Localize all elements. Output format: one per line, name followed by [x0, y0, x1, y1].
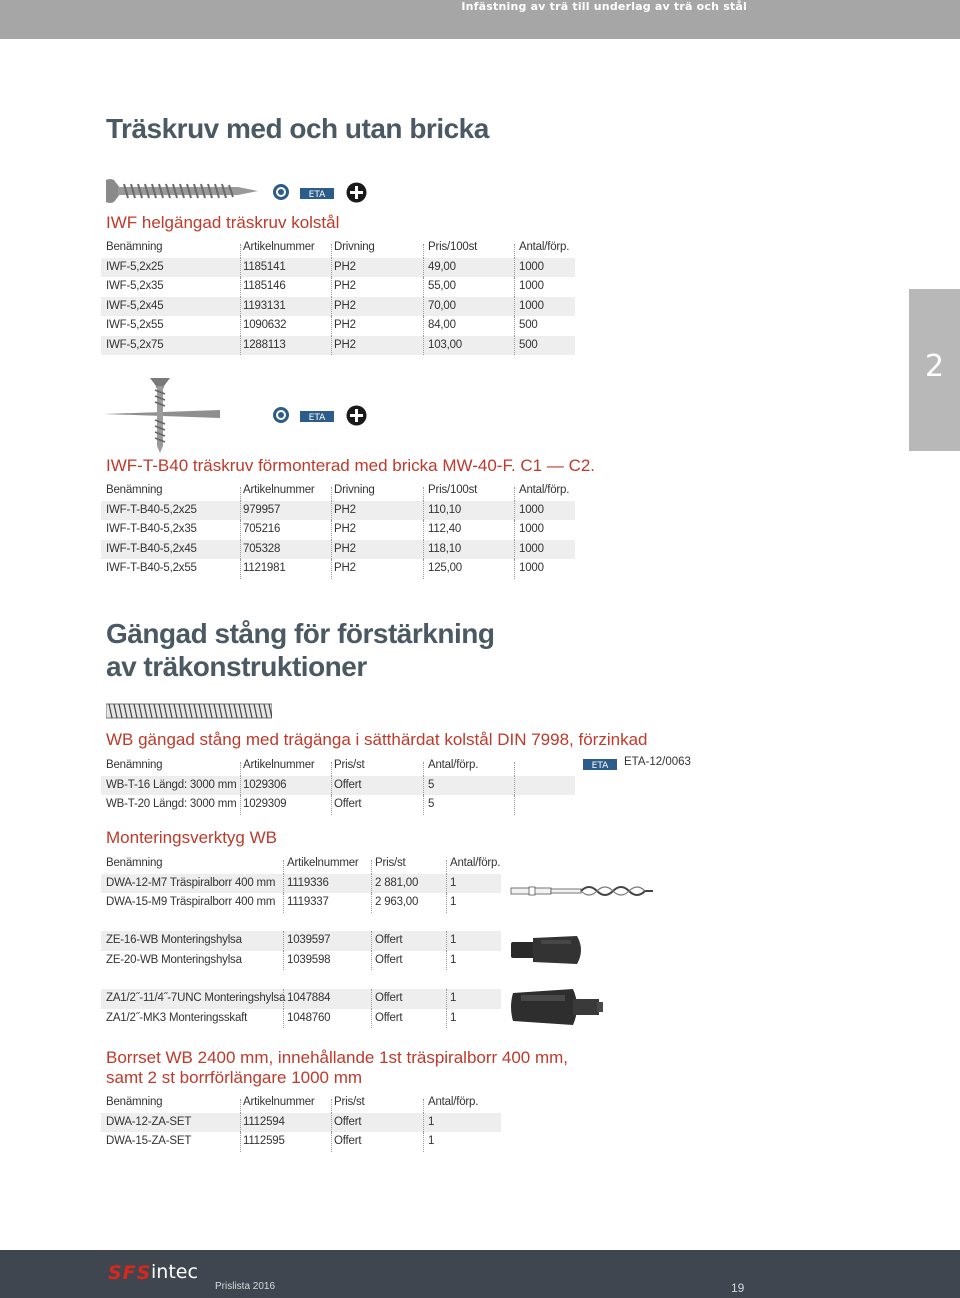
svg-text:ETA: ETA — [591, 761, 609, 770]
cell-article: 1029306 — [243, 778, 287, 791]
cell-drive: PH2 — [334, 523, 356, 535]
screw-with-washer-image — [102, 376, 224, 454]
column-header: Antal/förp. — [450, 857, 501, 869]
cell-price: 125,00 — [428, 562, 462, 574]
cell-article: 705216 — [243, 523, 281, 535]
cell-article: 1288113 — [243, 338, 286, 351]
table-header — [101, 756, 575, 776]
product-title-iwf: IWF helgängad träskruv kolstål — [106, 213, 340, 232]
table-header — [101, 854, 501, 874]
cell-article: 1185141 — [243, 260, 286, 273]
phillips-drive-icon — [346, 405, 367, 431]
cell-qty: 5 — [428, 798, 435, 810]
table-row — [101, 874, 501, 894]
eta-mark-icon — [300, 409, 334, 427]
iwf-price-table — [101, 238, 575, 355]
drillset-title-line2: samt 2 st borrförlängare 1000 mm — [106, 1068, 363, 1087]
table-row — [101, 336, 575, 356]
column-header: Antal/förp. — [428, 759, 479, 771]
cell-price: 49,00 — [428, 260, 456, 273]
iwf-t-b40-price-table — [101, 481, 575, 579]
table-row — [101, 520, 575, 540]
cell-qty: 500 — [519, 338, 538, 351]
cell-article: 1185146 — [243, 280, 286, 292]
cell-price: Offert — [375, 953, 403, 966]
cell-qty: 5 — [428, 778, 435, 791]
cell-price: 55,00 — [428, 280, 456, 292]
table-row — [101, 258, 575, 278]
cell-price: Offert — [375, 934, 403, 946]
mounting-shaft-image — [509, 985, 605, 1029]
column-header: Benämning — [106, 857, 163, 869]
cell-name: IWF-5,2x45 — [106, 299, 164, 312]
table-row — [101, 559, 575, 579]
svg-text:ETA: ETA — [308, 413, 326, 422]
brand-logo-intec: intec — [151, 1261, 198, 1283]
cell-drive: PH2 — [334, 319, 356, 331]
drillset-title-line1: Borrset WB 2400 mm, innehållande 1st träspiralborr 400 mm, — [106, 1048, 569, 1067]
cell-article: 1119337 — [287, 896, 329, 908]
chapter-number: 2 — [924, 349, 945, 384]
column-header: Drivning — [334, 484, 375, 496]
cell-price: Offert — [334, 1135, 362, 1147]
table-row — [101, 951, 501, 971]
cell-name: WB-T-20 Längd: 3000 mm — [106, 798, 237, 810]
cell-qty: 1000 — [519, 562, 544, 574]
cell-article: 1119336 — [287, 876, 329, 889]
svg-text:ETA: ETA — [308, 190, 326, 199]
column-header: Antal/förp. — [428, 1096, 479, 1108]
section-title-threaded-rod-line2: av träkonstruktioner — [106, 651, 367, 682]
cell-article: 1039598 — [287, 953, 331, 966]
cell-article: 1090632 — [243, 319, 287, 331]
cell-name: ZE-16-WB Monteringshylsa — [106, 934, 242, 946]
cell-price: 112,40 — [428, 523, 462, 535]
table-row — [101, 540, 575, 560]
eta-reference: ETA-12/0063 — [624, 756, 691, 768]
column-header: Pris/100st — [428, 484, 478, 496]
chapter-tab — [909, 289, 960, 451]
cell-qty: 1000 — [519, 280, 544, 292]
cell-article: 1112595 — [243, 1135, 285, 1147]
phillips-drive-icon — [346, 182, 367, 208]
cell-name: IWF-5,2x55 — [106, 319, 164, 331]
cell-qty: 1000 — [519, 260, 544, 273]
page-number: 19 — [731, 1281, 745, 1295]
mounting-sleeve-image — [511, 934, 585, 966]
column-header: Artikelnummer — [243, 484, 315, 496]
table-row — [101, 893, 501, 913]
tools-price-table — [101, 854, 501, 913]
table-row — [101, 297, 575, 317]
column-header: Benämning — [106, 1096, 163, 1108]
footer-bar — [0, 1250, 960, 1298]
wb-rod-price-table — [101, 756, 575, 815]
cell-name: DWA-15-M9 Träspiralborr 400 mm — [106, 896, 276, 908]
section-title-threaded-rod: Gängad stång för förstärkning — [106, 618, 495, 649]
cell-article: 979957 — [243, 503, 281, 516]
cell-name: DWA-15-ZA-SET — [106, 1135, 192, 1147]
column-header: Artikelnummer — [243, 1096, 315, 1108]
table-row — [101, 989, 501, 1009]
table-row — [101, 931, 501, 951]
cell-qty: 1 — [428, 1115, 435, 1128]
cell-name: ZE-20-WB Monteringshylsa — [106, 953, 242, 966]
eta-mark-icon — [300, 186, 334, 204]
cell-price: Offert — [334, 798, 362, 810]
cell-article: 705328 — [243, 542, 281, 555]
cell-drive: PH2 — [334, 280, 356, 292]
cell-qty: 1 — [450, 876, 457, 889]
cell-price: 2 963,00 — [375, 896, 419, 908]
threaded-rod-image — [106, 702, 272, 720]
product-title-wb: WB gängad stång med trägänga i sätthärdat kolstål DIN 7998, förzinkad — [106, 730, 648, 749]
cell-drive: PH2 — [334, 562, 356, 574]
section-title-wood-screws: Träskruv med och utan bricka — [106, 113, 489, 144]
wood-screw-image — [104, 176, 260, 206]
cell-qty: 500 — [519, 319, 538, 331]
cell-price: 84,00 — [428, 319, 456, 331]
cell-qty: 1 — [450, 953, 457, 966]
column-header: Artikelnummer — [243, 759, 315, 771]
shaft-price-table — [101, 989, 501, 1028]
cell-name: DWA-12-M7 Träspiralborr 400 mm — [106, 876, 276, 889]
breadcrumb: Infästning av trä till underlag av trä och stål — [461, 0, 747, 13]
cell-price: Offert — [375, 1011, 403, 1024]
cell-article: 1039597 — [287, 934, 331, 946]
cell-price: 110,10 — [428, 503, 462, 516]
column-header: Pris/st — [375, 857, 406, 869]
cell-drive: PH2 — [334, 542, 356, 555]
cell-drive: PH2 — [334, 260, 356, 273]
table-header — [101, 1093, 501, 1113]
column-header: Drivning — [334, 241, 375, 253]
cell-price: Offert — [334, 1115, 362, 1128]
cell-price: 118,10 — [428, 542, 462, 555]
column-header: Pris/100st — [428, 241, 478, 253]
cell-article: 1048760 — [287, 1011, 331, 1024]
cell-name: WB-T-16 Längd: 3000 mm — [106, 778, 237, 791]
cell-name: IWF-T-B40-5,2x45 — [106, 542, 197, 555]
cell-drive: PH2 — [334, 503, 356, 516]
table-row — [101, 277, 575, 297]
cell-qty: 1 — [428, 1135, 435, 1147]
edition-label: Prislista 2016 — [215, 1281, 276, 1292]
column-header: Antal/förp. — [519, 484, 570, 496]
cell-article: 1193131 — [243, 299, 286, 312]
cell-qty: 1000 — [519, 542, 544, 555]
table-row — [101, 501, 575, 521]
quality-seal-icon — [272, 406, 290, 429]
brand-logo-sfs: SFS — [108, 1262, 152, 1284]
table-header — [101, 238, 575, 258]
cell-article: 1121981 — [243, 562, 286, 574]
column-header: Artikelnummer — [287, 857, 359, 869]
cell-price: Offert — [334, 778, 362, 791]
cell-price: 70,00 — [428, 299, 456, 312]
cell-name: IWF-5,2x75 — [106, 338, 164, 351]
cell-qty: 1000 — [519, 523, 544, 535]
tools-title: Monteringsverktyg WB — [106, 828, 277, 847]
cell-qty: 1000 — [519, 299, 544, 312]
table-row — [101, 795, 575, 815]
cell-drive: PH2 — [334, 299, 356, 312]
table-row — [101, 316, 575, 336]
cell-article: 1047884 — [287, 992, 331, 1004]
cell-price: 103,00 — [428, 338, 462, 351]
column-header: Pris/st — [334, 759, 365, 771]
cell-qty: 1 — [450, 934, 457, 946]
cell-price: Offert — [375, 992, 403, 1004]
cell-qty: 1000 — [519, 503, 544, 516]
cell-name: IWF-5,2x25 — [106, 260, 164, 273]
cell-name: IWF-T-B40-5,2x35 — [106, 523, 197, 535]
cell-name: ZA1/2˝-MK3 Monteringsskaft — [106, 1011, 248, 1024]
table-row — [101, 776, 575, 796]
sleeve-price-table — [101, 931, 501, 970]
column-header: Artikelnummer — [243, 241, 315, 253]
column-header: Benämning — [106, 484, 163, 496]
top-header-bar — [0, 0, 960, 39]
cell-name: ZA1/2˝-11/4˝-7UNC Monteringshylsa — [106, 992, 286, 1004]
cell-qty: 1 — [450, 896, 457, 908]
cell-price: 2 881,00 — [375, 876, 419, 889]
quality-seal-icon — [272, 183, 290, 206]
table-header — [101, 481, 575, 501]
cell-qty: 1 — [450, 992, 457, 1004]
column-header: Antal/förp. — [519, 241, 570, 253]
column-header: Pris/st — [334, 1096, 365, 1108]
drillset-price-table — [101, 1093, 501, 1152]
column-header: Benämning — [106, 241, 163, 253]
cell-article: 1112594 — [243, 1115, 285, 1128]
column-header: Benämning — [106, 759, 163, 771]
table-row — [101, 1132, 501, 1152]
cell-drive: PH2 — [334, 338, 356, 351]
cell-article: 1029309 — [243, 798, 287, 810]
cell-name: IWF-5,2x35 — [106, 280, 164, 292]
cell-name: DWA-12-ZA-SET — [106, 1115, 192, 1128]
table-row — [101, 1009, 501, 1029]
cell-name: IWF-T-B40-5,2x25 — [106, 503, 197, 516]
eta-mark-icon — [583, 757, 617, 775]
table-row — [101, 1113, 501, 1133]
cell-name: IWF-T-B40-5,2x55 — [106, 562, 197, 574]
spiral-drill-image — [509, 882, 655, 900]
product-title-iwf-t-b40: IWF-T-B40 träskruv förmonterad med bricka MW-40-F. C1 — C2. — [106, 456, 596, 475]
cell-qty: 1 — [450, 1011, 457, 1024]
